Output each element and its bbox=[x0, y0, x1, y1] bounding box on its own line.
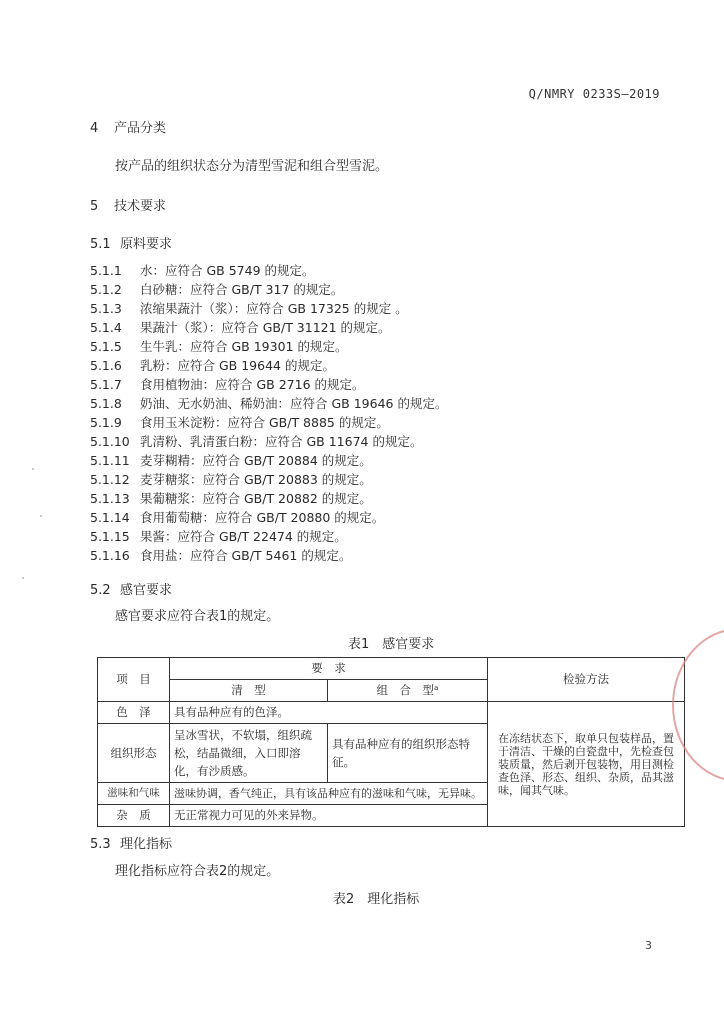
scan-speck bbox=[22, 577, 24, 579]
section-title: 技术要求 bbox=[114, 199, 167, 214]
list-item bbox=[90, 375, 365, 393]
item-text: 生牛乳：应符合 GB 19301 的规定。 bbox=[140, 339, 348, 354]
inspection-method: 在冻结状态下，取单只包装样品，置于清洁、干燥的白瓷盘中，先检查包装质量，然后剥开包装物，用目测检查色泽、形态、组织、杂质，品其滋味，闻其气味。 bbox=[488, 702, 685, 827]
item-number: 5.1.13 bbox=[90, 491, 130, 506]
item-text: 乳粉：应符合 GB 19644 的规定。 bbox=[140, 358, 335, 373]
item-number: 5.1.7 bbox=[90, 377, 122, 392]
item-text: 食用玉米淀粉：应符合 GB/T 8885 的规定。 bbox=[140, 415, 389, 430]
row-item: 杂 质 bbox=[98, 805, 170, 827]
page-number: 3 bbox=[645, 939, 652, 952]
section-5-2-text: 感官要求应符合表1的规定。 bbox=[115, 609, 280, 624]
section-4-heading bbox=[90, 117, 166, 136]
row-requirement: 具有品种应有的色泽。 bbox=[170, 702, 488, 724]
item-number: 5.1.11 bbox=[90, 453, 130, 468]
section-5-heading bbox=[90, 195, 166, 214]
section-number: 5 bbox=[90, 199, 99, 214]
section-title: 感官要求 bbox=[120, 583, 173, 598]
item-text: 果蔬汁（浆）：应符合 GB/T 31121 的规定。 bbox=[140, 320, 391, 335]
table-row bbox=[98, 702, 685, 724]
list-item bbox=[90, 318, 391, 336]
section-title: 理化指标 bbox=[120, 837, 173, 852]
header-requirement: 要 求 bbox=[170, 658, 488, 680]
item-text: 果酱：应符合 GB/T 22474 的规定。 bbox=[140, 529, 347, 544]
item-number: 5.1.15 bbox=[90, 529, 130, 544]
item-text: 麦芽糊精：应符合 GB/T 20884 的规定。 bbox=[140, 453, 372, 468]
scan-speck bbox=[32, 468, 34, 470]
item-text: 水：应符合 GB 5749 的规定。 bbox=[140, 263, 315, 278]
item-number: 5.1.5 bbox=[90, 339, 122, 354]
list-item bbox=[90, 394, 447, 412]
list-item bbox=[90, 451, 372, 469]
table-2-caption: 表2 理化指标 bbox=[333, 892, 420, 907]
section-title: 原料要求 bbox=[120, 237, 173, 252]
list-item bbox=[90, 299, 408, 317]
row-requirement: 无正常视力可见的外来异物。 bbox=[170, 805, 488, 827]
section-5-3-heading bbox=[90, 833, 172, 852]
item-text: 奶油、无水奶油、稀奶油：应符合 GB 19646 的规定。 bbox=[140, 396, 448, 411]
item-number: 5.1.12 bbox=[90, 472, 130, 487]
header-method: 检验方法 bbox=[488, 658, 685, 702]
row-requirement: 滋味协调，香气纯正，具有该品种应有的滋味和气味，无异味。 bbox=[170, 783, 488, 805]
item-text: 白砂糖：应符合 GB/T 317 的规定。 bbox=[140, 282, 344, 297]
list-item bbox=[90, 280, 343, 298]
item-number: 5.1.10 bbox=[90, 434, 130, 449]
section-title: 产品分类 bbox=[114, 121, 167, 136]
section-5-2-heading bbox=[90, 579, 172, 598]
item-number: 5.1.4 bbox=[90, 320, 122, 335]
row-combo: 具有品种应有的组织形态特征。 bbox=[328, 724, 488, 783]
item-text: 食用植物油：应符合 GB 2716 的规定。 bbox=[140, 377, 365, 392]
item-text: 浓缩果蔬汁（浆）：应符合 GB 17325 的规定 。 bbox=[140, 301, 408, 316]
section-number: 5.3 bbox=[90, 837, 111, 852]
row-item: 滋味和气味 bbox=[98, 783, 170, 805]
item-number: 5.1.1 bbox=[90, 263, 122, 278]
sensory-requirements-table bbox=[97, 657, 685, 827]
item-text: 食用盐：应符合 GB/T 5461 的规定。 bbox=[140, 548, 352, 563]
list-item bbox=[90, 546, 351, 564]
item-text: 乳清粉、乳清蛋白粉：应符合 GB 11674 的规定。 bbox=[140, 434, 423, 449]
list-item bbox=[90, 527, 347, 545]
item-number: 5.1.2 bbox=[90, 282, 122, 297]
scan-speck bbox=[40, 515, 42, 517]
item-text: 麦芽糖浆：应符合 GB/T 20883 的规定。 bbox=[140, 472, 372, 487]
item-number: 5.1.16 bbox=[90, 548, 130, 563]
row-item: 色 泽 bbox=[98, 702, 170, 724]
list-item bbox=[90, 413, 389, 431]
section-4-text: 按产品的组织状态分为清型雪泥和组合型雪泥。 bbox=[115, 159, 389, 174]
header-combo-type: 组 合 型ᵃ bbox=[328, 680, 488, 702]
list-item bbox=[90, 508, 384, 526]
section-number: 5.1 bbox=[90, 237, 111, 252]
section-number: 5.2 bbox=[90, 583, 111, 598]
item-number: 5.1.8 bbox=[90, 396, 122, 411]
list-item bbox=[90, 356, 335, 374]
header-clear-type: 清 型 bbox=[170, 680, 328, 702]
table-header-row bbox=[98, 658, 685, 680]
list-item bbox=[90, 432, 422, 450]
item-text: 食用葡萄糖：应符合 GB/T 20880 的规定。 bbox=[140, 510, 385, 525]
document-code: Q/NMRY 0233S—2019 bbox=[528, 87, 660, 101]
row-clear: 呈冰雪状，不软塌，组织疏松，结晶微细，入口即溶化，有沙质感。 bbox=[170, 724, 328, 783]
section-5-3-text: 理化指标应符合表2的规定。 bbox=[115, 864, 280, 879]
list-item bbox=[90, 261, 315, 279]
list-item bbox=[90, 489, 372, 507]
list-item bbox=[90, 337, 347, 355]
item-number: 5.1.9 bbox=[90, 415, 122, 430]
item-number: 5.1.14 bbox=[90, 510, 130, 525]
item-number: 5.1.6 bbox=[90, 358, 122, 373]
section-number: 4 bbox=[90, 121, 99, 136]
row-item: 组织形态 bbox=[98, 724, 170, 783]
item-text: 果葡糖浆：应符合 GB/T 20882 的规定。 bbox=[140, 491, 372, 506]
table-1-caption: 表1 感官要求 bbox=[348, 637, 435, 652]
item-number: 5.1.3 bbox=[90, 301, 122, 316]
header-item: 项 目 bbox=[98, 658, 170, 702]
section-5-1-heading bbox=[90, 233, 172, 252]
list-item bbox=[90, 470, 372, 488]
